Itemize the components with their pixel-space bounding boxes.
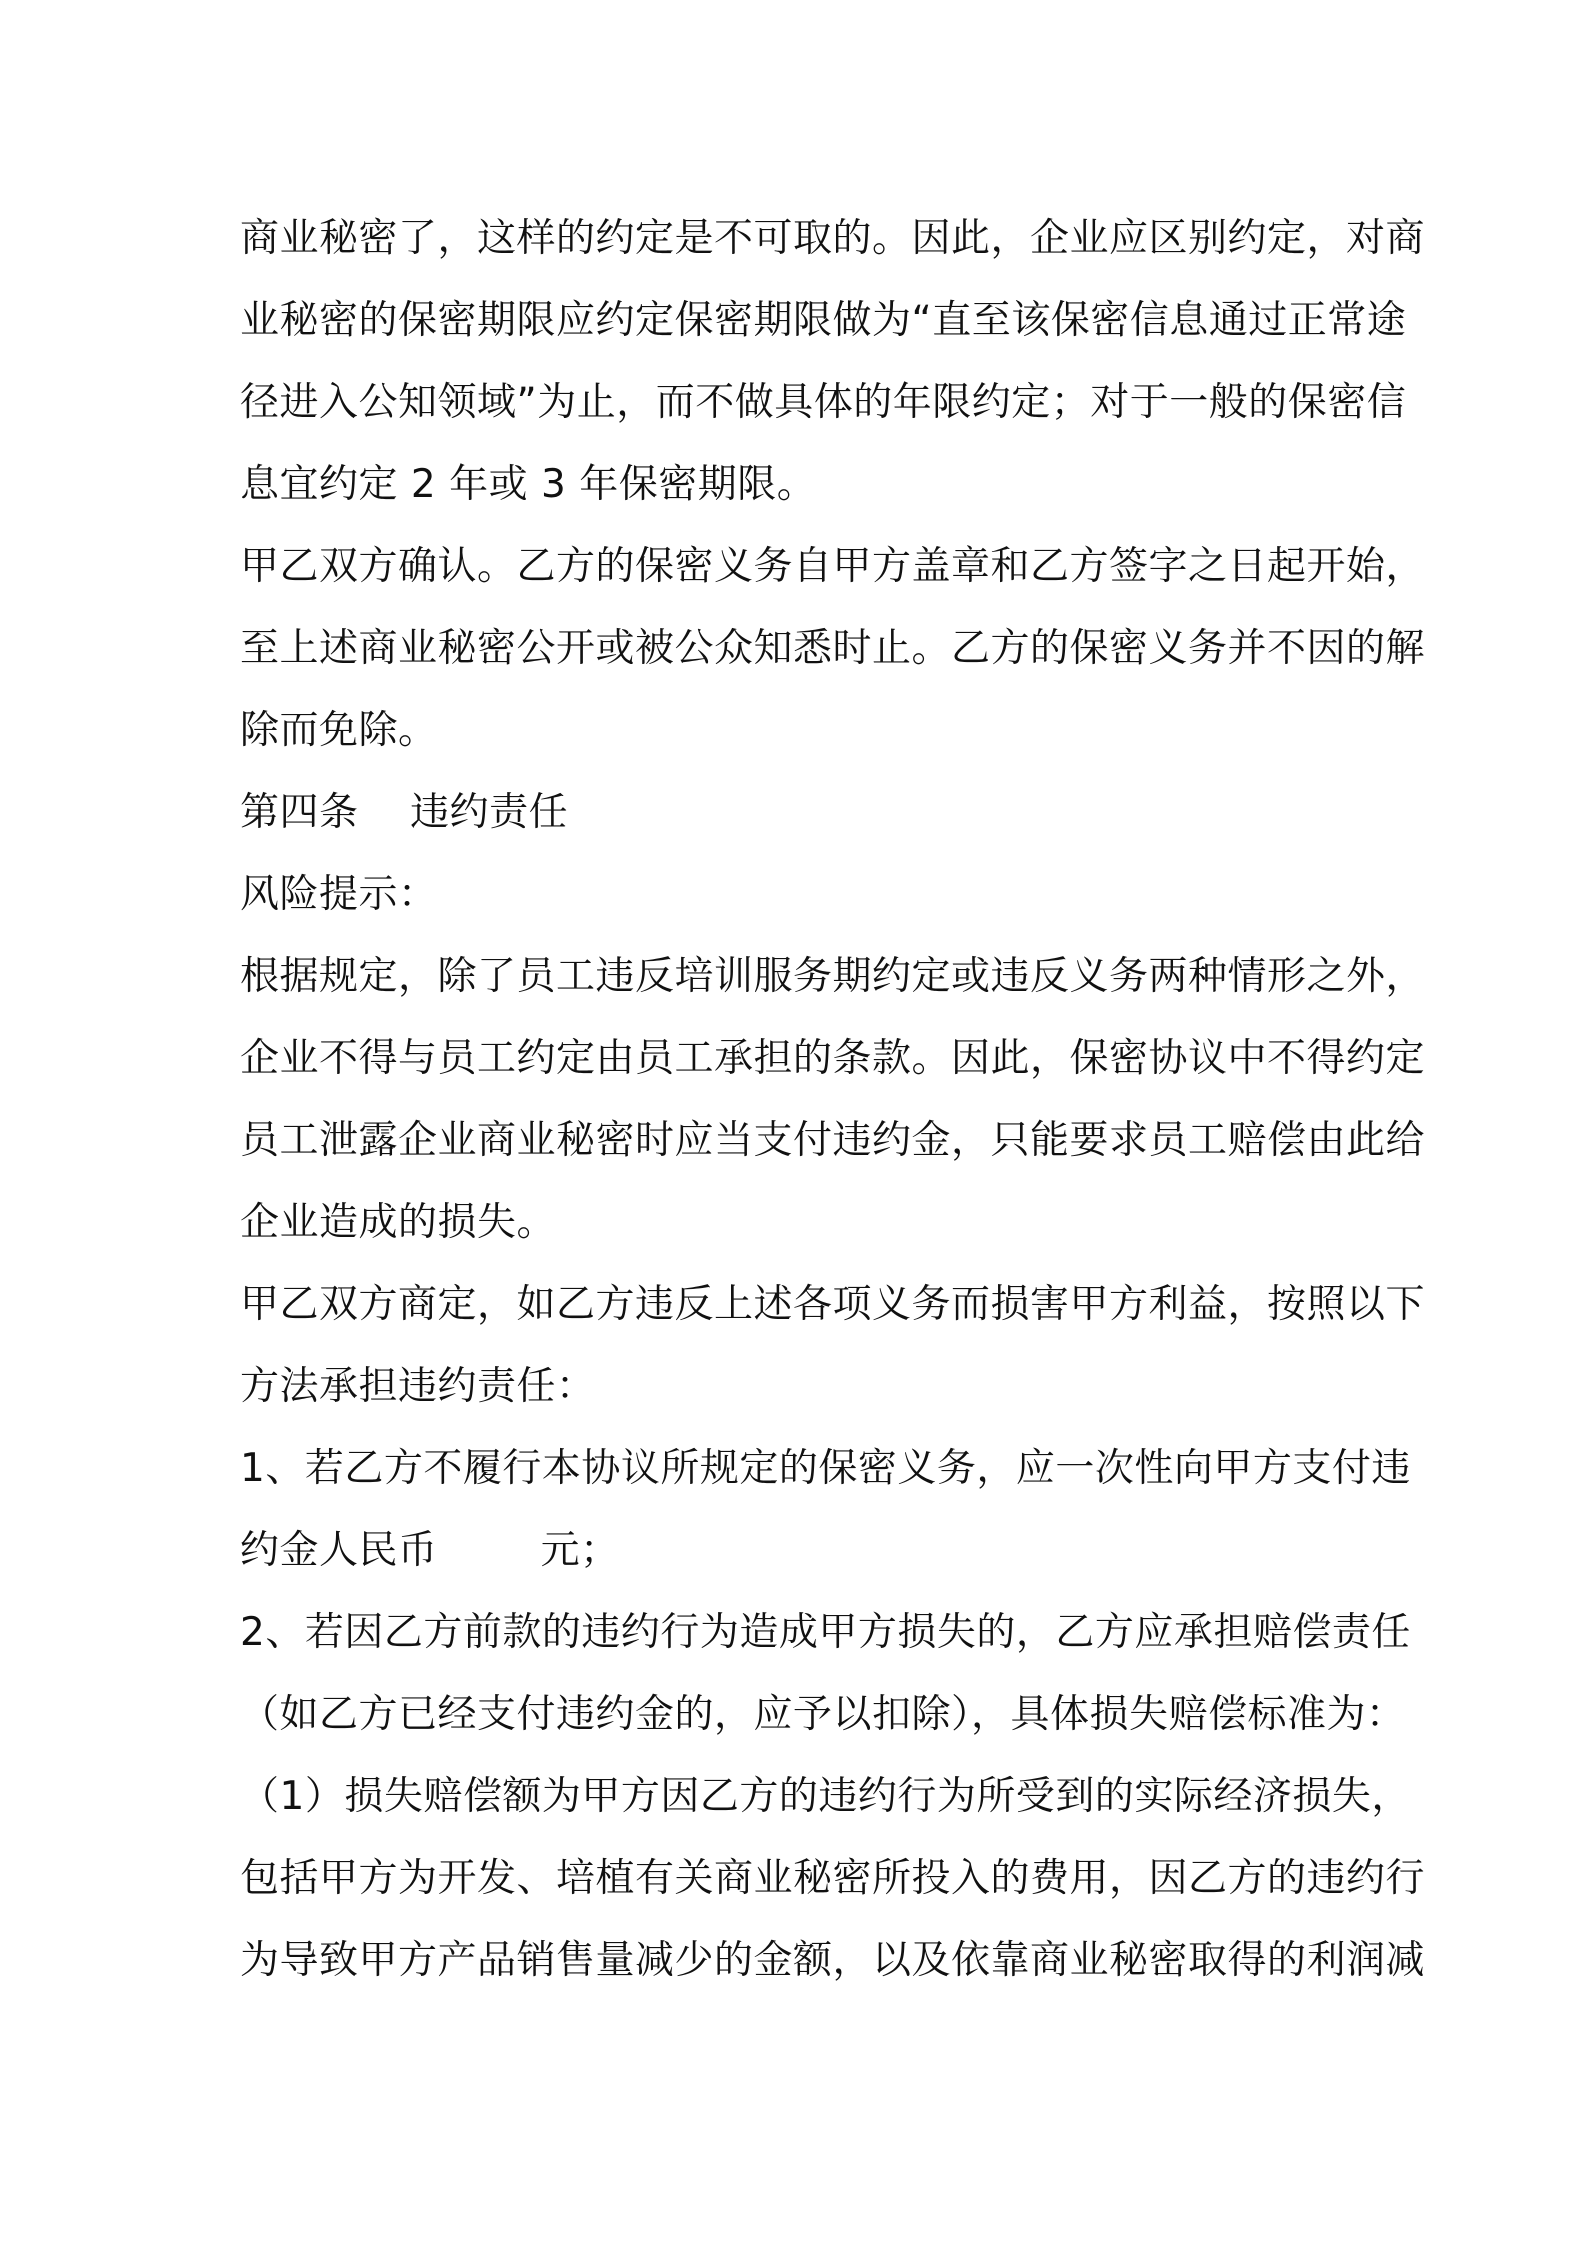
text-line: 业秘密的保密期限应约定保密期限做为“直至该保密信息通过正常途 (240, 298, 1407, 343)
text-line: （如乙方已经支付违约金的，应予以扣除），具体损失赔偿标准为： (240, 1692, 1406, 1737)
text-line: 1、若乙方不履行本协议所规定的保密义务，应一次性向甲方支付违 (240, 1446, 1411, 1491)
risk-notice-heading: 风险提示： (240, 872, 438, 917)
text-line: 甲乙双方确认。乙方的保密义务自甲方盖章和乙方签字之日起开始， (240, 544, 1426, 589)
text-line: 息宜约定 2 年或 3 年保密期限。 (240, 462, 817, 507)
document-body (240, 198, 1426, 2002)
text-line: 商业秘密了，这样的约定是不可取的。因此，企业应区别约定，对商 (240, 216, 1426, 261)
text-line: 甲乙双方商定，如乙方违反上述各项义务而损害甲方利益，按照以下 (240, 1282, 1426, 1327)
text-line: 为导致甲方产品销售量减少的金额，以及依靠商业秘密取得的利润减 (240, 1938, 1426, 1983)
text-line: 员工泄露企业商业秘密时应当支付违约金，只能要求员工赔偿由此给 (240, 1118, 1426, 1163)
text-line: 方法承担违约责任： (240, 1364, 596, 1409)
text-line: 除而免除。 (240, 708, 438, 753)
text-line: 约金人民币 元； (240, 1528, 620, 1573)
text-line: 企业造成的损失。 (240, 1200, 557, 1245)
text-line: 根据规定，除了员工违反培训服务期约定或违反义务两种情形之外， (240, 954, 1426, 999)
section-heading: 第四条 违约责任 (240, 790, 569, 835)
text-line: 包括甲方为开发、培植有关商业秘密所投入的费用，因乙方的违约行 (240, 1856, 1426, 1901)
text-line: 企业不得与员工约定由员工承担的条款。因此，保密协议中不得约定 (240, 1036, 1426, 1081)
text-line: （1）损失赔偿额为甲方因乙方的违约行为所受到的实际经济损失， (240, 1774, 1411, 1819)
text-line: 2、若因乙方前款的违约行为造成甲方损失的，乙方应承担赔偿责任 (240, 1610, 1411, 1655)
text-line: 至上述商业秘密公开或被公众知悉时止。乙方的保密义务并不因的解 (240, 626, 1426, 671)
text-line: 径进入公知领域”为止，而不做具体的年限约定；对于一般的保密信 (240, 380, 1407, 425)
